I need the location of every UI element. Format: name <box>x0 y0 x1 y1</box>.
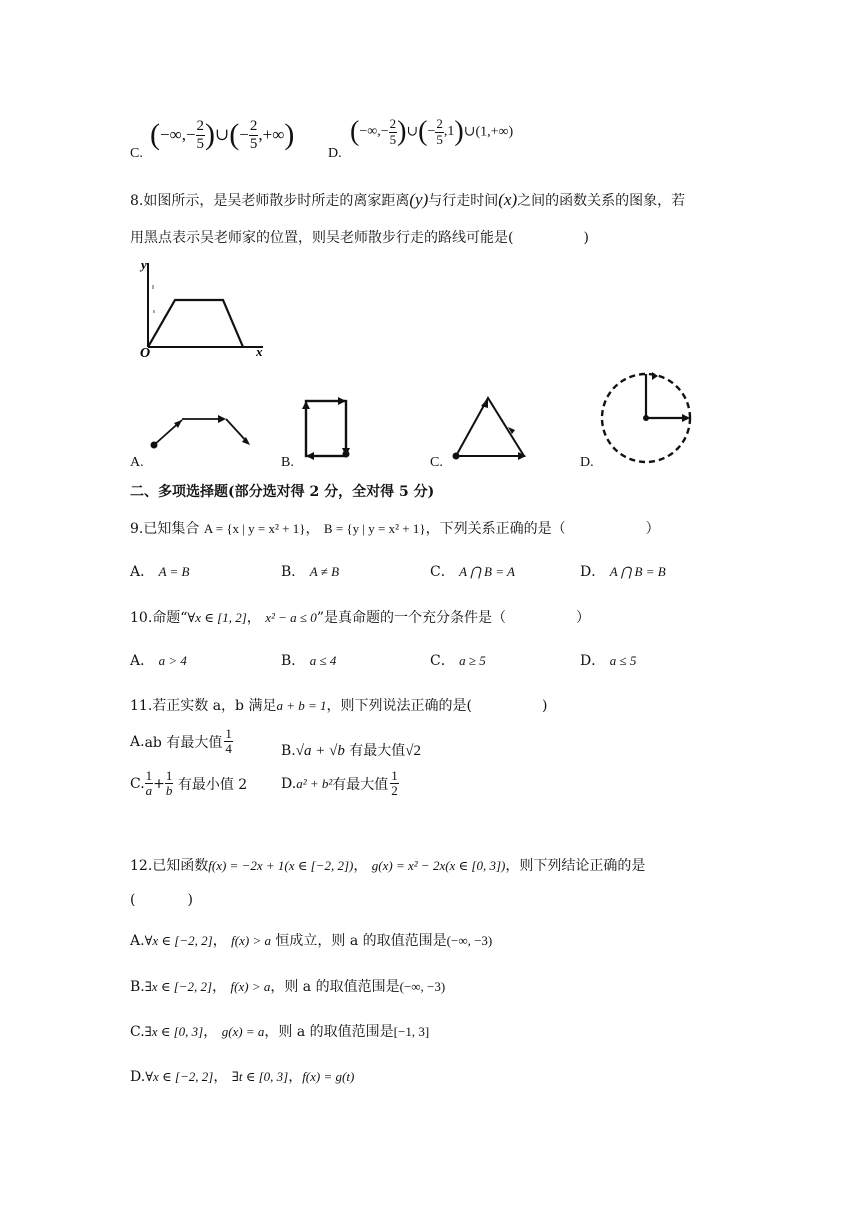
graph-axis-y-label: y <box>141 257 147 272</box>
q10-option-d: D． a ≤ 5 <box>580 653 637 669</box>
q12-answer-paren: ( ) <box>130 892 193 908</box>
q8-stem-line2: 用黑点表示吴老师家的位置，则吴老师散步行走的路线可能是( ) <box>130 230 589 246</box>
q10-option-c: C． a ≥ 5 <box>430 653 486 669</box>
q11-option-b: B.√a + √b 有最大值√2 <box>281 743 422 759</box>
q12-f-def: f(x) = −2x + 1(x ∈ [−2, 2]) <box>208 858 354 873</box>
graph-line <box>148 300 243 347</box>
graph-origin-label: O <box>140 346 151 361</box>
q8-option-a-label: A. <box>130 455 144 470</box>
q10-option-b: B． a ≤ 4 <box>281 653 337 669</box>
q8-option-d-path <box>598 370 698 470</box>
q8-option-b-path <box>298 396 358 466</box>
q9-option-b: B． A ≠ B <box>281 564 340 580</box>
q8-var-x: (x) <box>498 190 518 209</box>
q8-option-a-path <box>148 405 258 455</box>
q12-option-d: D.∀x ∈ [−2, 2]， ∃t ∈ [0, 3]，f(x) = g(t) <box>130 1069 355 1085</box>
q12-g-def: g(x) = x² − 2x(x ∈ [0, 3]) <box>371 858 506 873</box>
q12-option-a: A.∀x ∈ [−2, 2]， f(x) > a 恒成立，则 a 的取值范围是(−∞, −3) <box>130 933 493 949</box>
q9-option-a: A． A = B <box>130 564 190 580</box>
q9-set-a: A = {x | y = x² + 1} <box>203 521 306 536</box>
q10-stem: 10.命题“∀x ∈ [1, 2]， x² − a ≤ 0”是真命题的一个充分条件是（ ） <box>130 610 590 626</box>
q7-option-c-expr: (−∞,− $\frac{2}{5}$ )∪(− $\frac{2}{5}$ ,+∞) <box>150 118 295 152</box>
q8-var-y: (y) <box>409 190 429 209</box>
q8-distance-time-graph <box>128 255 268 365</box>
home-dot <box>453 453 460 460</box>
q8-option-b-label: B. <box>281 455 294 470</box>
q11-stem: 11.若正实数 a，b 满足a + b = 1，则下列说法正确的是( ) <box>130 698 548 714</box>
q11-cond: a + b = 1 <box>276 698 327 713</box>
home-dot <box>643 415 649 421</box>
q9-set-b: B = {y | y = x² + 1} <box>323 521 426 536</box>
q11-option-a: A.ab 有最大值 $\frac{1}{4}$ <box>130 726 232 757</box>
home-dot <box>343 451 350 458</box>
q11-option-d: D.a² + b²有最大值 $\frac{1}{2}$ <box>281 768 398 799</box>
q8-option-c-label: C. <box>430 455 443 470</box>
q7-option-c-label: C. <box>130 146 143 161</box>
graph-axis-x-label: x <box>256 344 263 359</box>
q9-option-d: D． A ⋂ B = B <box>580 564 666 580</box>
q10-cond-2: x² − a ≤ 0 <box>265 610 317 625</box>
section-2-title: 二、多项选择题(部分选对得 2 分，全对得 5 分) <box>130 484 435 500</box>
q9-option-c: C． A ⋂ B = A <box>430 564 515 580</box>
q11-option-c: C. $\frac{1}{a}$ + $\frac{1}{b}$ 有最小值 2 <box>130 768 248 799</box>
q10-option-a: A． a > 4 <box>130 653 187 669</box>
q12-option-c: C.∃x ∈ [0, 3]， g(x) = a，则 a 的取值范围是[−1, 3] <box>130 1024 430 1040</box>
q7-option-d-expr: (−∞,− $\frac{2}{5}$ )∪(− $\frac{2}{5}$ ,1)∪(1,+∞) <box>350 116 514 147</box>
q10-cond-1: ∀x ∈ [1, 2] <box>187 610 247 625</box>
q7-option-d-label: D. <box>328 146 342 161</box>
q8-option-c-path <box>448 392 538 467</box>
q9-stem: 9.已知集合 A = {x | y = x² + 1}， B = {y | y = x² + 1}，下列关系正确的是（ ） <box>130 521 660 537</box>
q8-option-d-label: D. <box>580 455 594 470</box>
q12-stem: 12.已知函数f(x) = −2x + 1(x ∈ [−2, 2])， g(x) = x² − 2x(x ∈ [0, 3])，则下列结论正确的是 <box>130 858 646 874</box>
q8-stem-line1: 8.如图所示，是吴老师散步时所走的离家距离(y)与行走时间(x)之间的函数关系的图象，若 <box>130 190 686 209</box>
q12-option-b: B.∃x ∈ [−2, 2]， f(x) > a，则 a 的取值范围是(−∞, −3) <box>130 979 446 995</box>
